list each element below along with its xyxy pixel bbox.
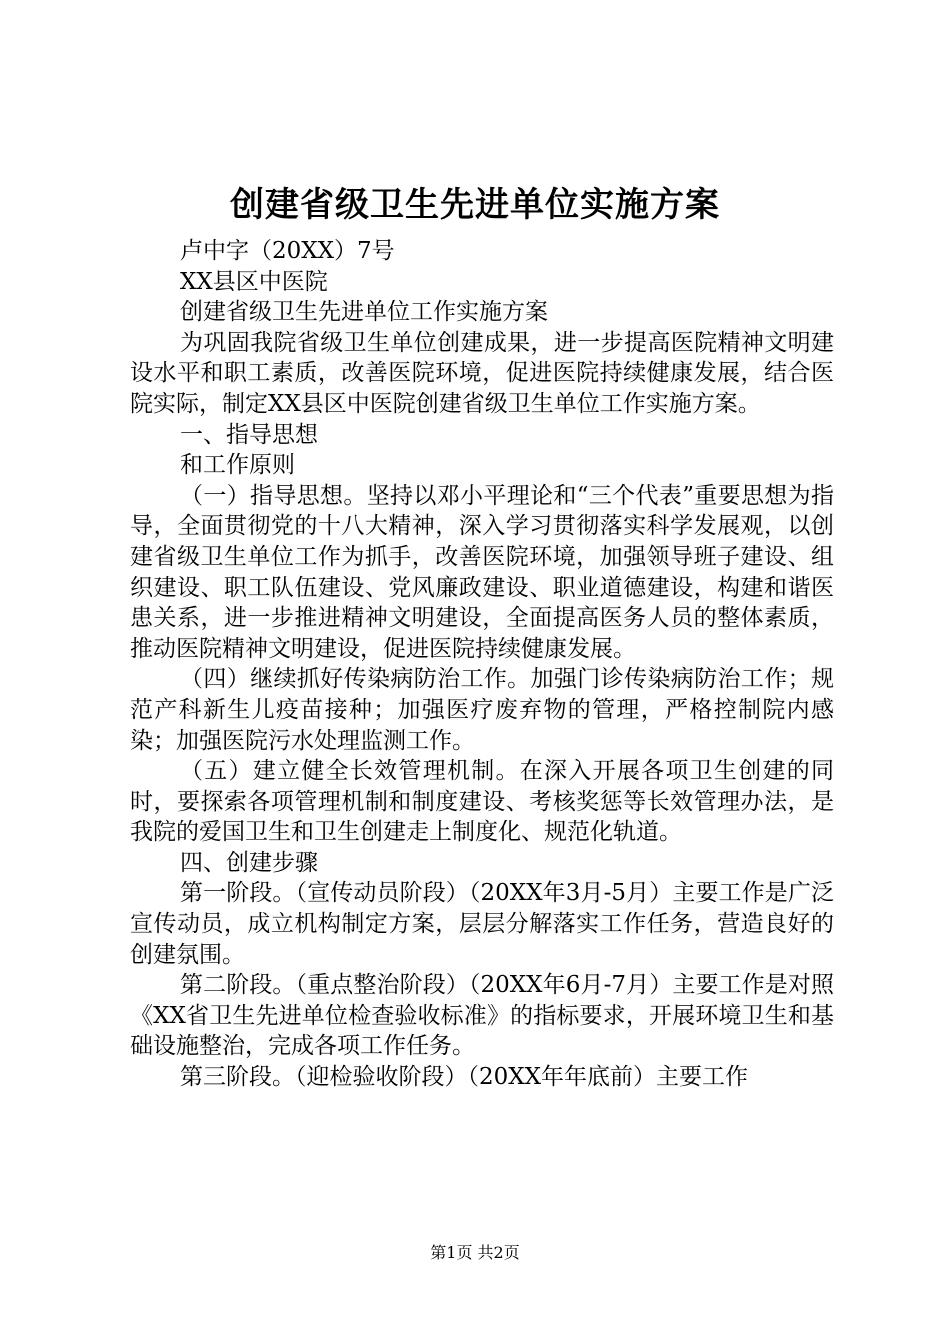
section-heading-creation-steps: 四、创建步骤 <box>180 849 318 876</box>
paragraph-stage-three: 第三阶段。（迎检验收阶段）（20XX年年底前）主要工作 <box>180 1064 749 1091</box>
document-body <box>130 236 834 1093</box>
page-footer: 第1页 共2页 <box>430 1243 520 1262</box>
section-heading-work-principles: 和工作原则 <box>180 452 295 479</box>
paragraph-infectious-disease: （四）继续抓好传染病防治工作。加强门诊传染病防治工作；规范产科新生儿疫苗接种；加强医疗废弃物的管理，严格控制院内感染；加强医院污水处理监测工作。 <box>130 666 834 754</box>
paragraph-long-term-mechanism: （五）建立健全长效管理机制。在深入开展各项卫生创建的同时，要探索各项管理机制和制度建设、考核奖惩等长效管理办法，是我院的爱国卫生和卫生创建走上制度化、规范化轨道。 <box>130 758 834 846</box>
section-heading-guiding-ideology: 一、指导思想 <box>180 421 318 448</box>
issuing-organization: XX县区中医院 <box>180 268 328 295</box>
document-number: 卢中字（20XX）7号 <box>180 238 395 264</box>
paragraph-stage-one: 第一阶段。（宣传动员阶段）（20XX年3月-5月）主要工作是广泛宣传动员，成立机构制定方案，层层分解落实工作任务，营造良好的创建氛围。 <box>130 880 834 968</box>
paragraph-guiding-thought: （一）指导思想。坚持以邓小平理论和“三个代表”重要思想为指导，全面贯彻党的十八大精神，深入学习贯彻落实科学发展观，以创建省级卫生单位工作为抓手，改善医院环境，加强领导班子建设、组织建设、职工队伍建设、党风廉政建设、职业道德建设，构建和谐医患关系，进一步推进精神文明建设，全面提高医务人员的整体素质，推动医院精神文明建设，促进医院持续健康发展。 <box>130 482 834 662</box>
paragraph-stage-two: 第二阶段。（重点整治阶段）（20XX年6月-7月）主要工作是对照《XX省卫生先进单位检查验收标准》的指标要求，开展环境卫生和基础设施整治，完成各项工作任务。 <box>130 972 834 1060</box>
intro-paragraph: 为巩固我院省级卫生单位创建成果，进一步提高医院精神文明建设水平和职工素质，改善医院环境，促进医院持续健康发展，结合医院实际，制定XX县区中医院创建省级卫生单位工作实施方案。 <box>130 329 834 417</box>
document-title: 创建省级卫生先进单位实施方案 <box>230 185 720 225</box>
plan-subtitle: 创建省级卫生先进单位工作实施方案 <box>180 299 548 326</box>
